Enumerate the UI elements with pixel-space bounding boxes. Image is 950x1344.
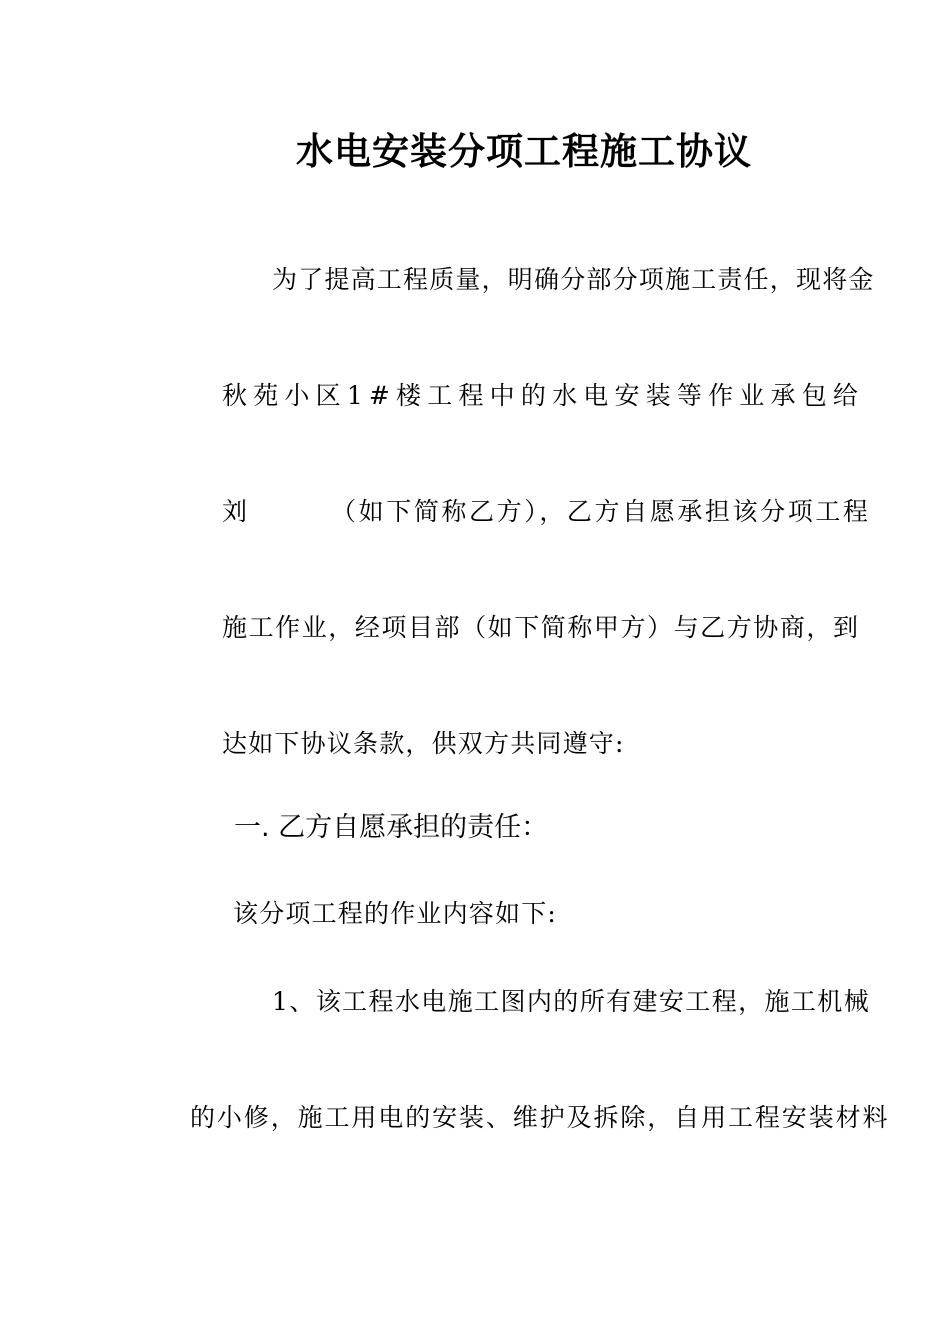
text-char: 如	[487, 613, 513, 642]
text-char: 业	[739, 381, 765, 410]
text-char: 施	[222, 613, 248, 642]
item-1-line-2: 的小修，施工用电的安装、维护及拆除，自用工程安装材料	[190, 1103, 890, 1132]
text-char: 方	[726, 613, 752, 642]
section-1-intro: 该分项工程的作业内容如下:	[233, 899, 558, 928]
text-char: 安	[614, 381, 640, 410]
text-char: #	[368, 381, 390, 410]
text-char: 甲	[593, 613, 619, 642]
text-char: 乙	[700, 613, 726, 642]
party-b-name: 刘	[222, 497, 248, 526]
text-char: 与	[673, 613, 699, 642]
text-char: 作	[708, 381, 734, 410]
text-char: 部	[434, 613, 460, 642]
text-char: 协	[753, 613, 779, 642]
text-char: 包	[801, 381, 827, 410]
text-char: 秋	[222, 381, 248, 410]
text-char: 给	[832, 381, 858, 410]
text-char: 装	[645, 381, 671, 410]
text-char: 等	[676, 381, 702, 410]
text-char: 简	[540, 613, 566, 642]
text-char: 工	[248, 613, 274, 642]
text-char: 商	[779, 613, 805, 642]
text-char: 下	[514, 613, 540, 642]
intro-line-3	[222, 496, 871, 528]
text-char: 工	[427, 381, 453, 410]
text-char: 楼	[396, 381, 422, 410]
text-char: 业	[301, 613, 327, 642]
text-char: 经	[354, 613, 380, 642]
item-1-line-1: 1、该工程水电施工图内的所有建安工程，施工机械	[272, 987, 871, 1016]
text-char: 称	[567, 613, 593, 642]
text-char: 作	[275, 613, 301, 642]
intro-line-5: 达如下协议条款，供双方共同遵守:	[222, 729, 625, 758]
text-char: 承	[770, 381, 796, 410]
text-char: 方	[620, 613, 646, 642]
intro-line-1: 为了提高工程质量，明确分部分项施工责任，现将金	[272, 265, 875, 294]
text-char: 中	[489, 381, 515, 410]
text-char: 到	[832, 613, 858, 642]
text-char: 电	[583, 381, 609, 410]
text-char: 程	[458, 381, 484, 410]
text-char: ，	[328, 613, 354, 642]
party-b-definition: （如下简称乙方），乙方自愿承担该分项工程	[331, 497, 871, 526]
text-char: 项	[381, 613, 407, 642]
text-char: 的	[520, 381, 546, 410]
text-char: 苑	[253, 381, 279, 410]
text-char: 目	[407, 613, 433, 642]
text-char: 水	[552, 381, 578, 410]
text-char: ）	[647, 613, 673, 642]
document-title: 水电安装分项工程施工协议	[296, 130, 752, 173]
section-1-heading: 一. 乙方自愿承担的责任：	[234, 812, 549, 843]
text-char: 1	[346, 381, 363, 410]
intro-line-4	[222, 612, 858, 644]
text-char: （	[461, 613, 487, 642]
text-char: 区	[315, 381, 341, 410]
text-char: ，	[806, 613, 832, 642]
text-char: 小	[284, 381, 310, 410]
intro-line-2	[222, 380, 858, 412]
